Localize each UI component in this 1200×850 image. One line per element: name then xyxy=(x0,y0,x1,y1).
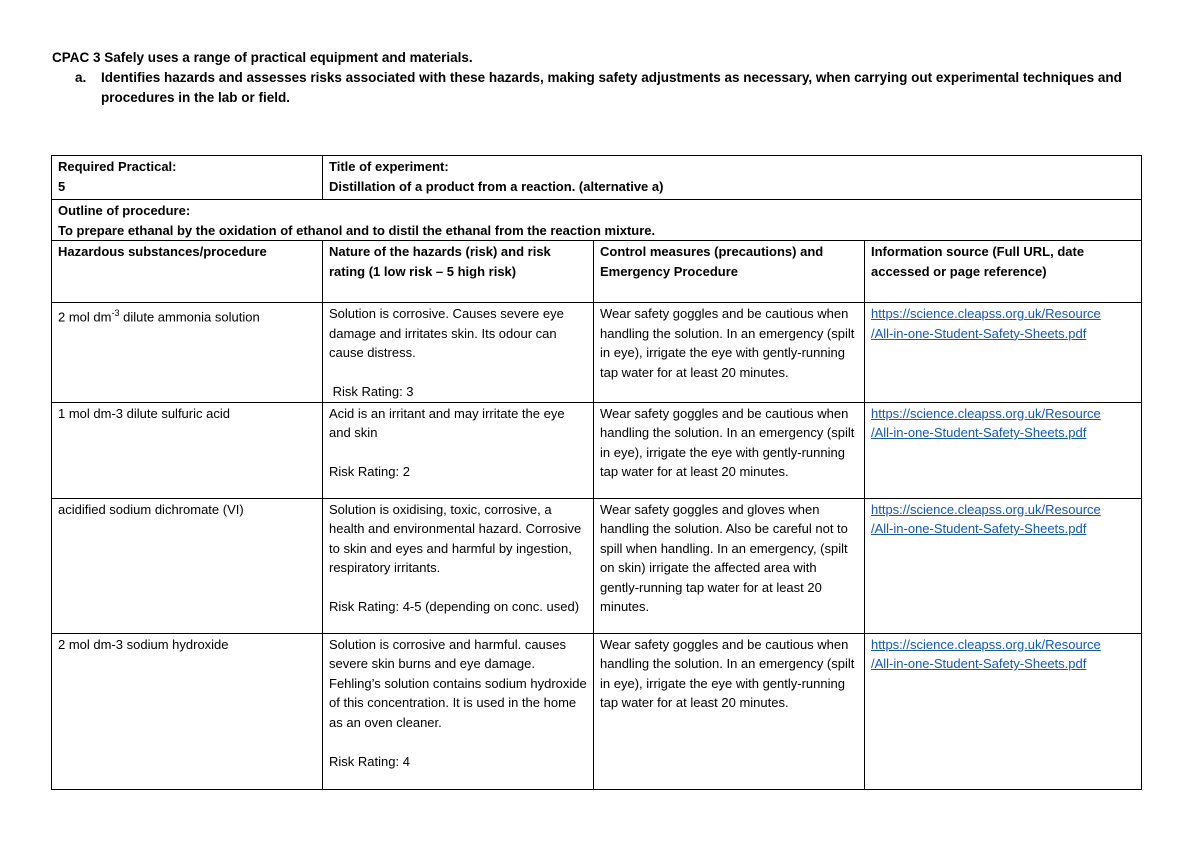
source-link[interactable]: https://science.cleapss.org.uk/Resource /All-in-one-Student-Safety-Sheets.pdf xyxy=(871,405,1101,440)
substance-cell xyxy=(52,303,323,403)
outline-row xyxy=(52,200,1142,241)
substance-suffix: dilute ammonia solution xyxy=(119,309,260,325)
risk-rating: Risk Rating: 3 xyxy=(329,384,414,399)
document-heading xyxy=(52,48,1152,108)
required-practical-value: 5 xyxy=(58,178,66,194)
header-row xyxy=(52,241,1142,303)
hazard-text: Solution is corrosive and harmful. causes severe skin burns and eye damage. Fehling’s solution contains sodium hydroxide of this concentration. It is used in the home as an oven cleaner. xyxy=(329,636,587,730)
risk-rating: Risk Rating: 4-5 (depending on conc. used) xyxy=(329,599,580,614)
experiment-title-label: Title of experiment: xyxy=(329,159,449,174)
source-link[interactable]: https://science.cleapss.org.uk/Resource /All-in-one-Student-Safety-Sheets.pdf xyxy=(871,501,1101,536)
hazard-cell xyxy=(323,498,594,633)
source-cell xyxy=(865,402,1142,498)
cpac-criterion xyxy=(75,68,1152,108)
substance-superscript: -3 xyxy=(111,308,120,318)
substance-cell: acidified sodium dichromate (VI) xyxy=(52,498,323,633)
hazard-cell xyxy=(323,402,594,498)
table-row xyxy=(52,402,1142,498)
required-practical-cell xyxy=(52,156,323,200)
substance-cell: 1 mol dm-3 dilute sulfuric acid xyxy=(52,402,323,498)
substance-prefix: 2 mol dm xyxy=(58,309,112,325)
header-hazard: Nature of the hazards (risk) and risk rating (1 low risk – 5 high risk) xyxy=(323,241,594,303)
experiment-title-cell xyxy=(323,156,1142,200)
header-source: Information source (Full URL, date accessed or page reference) xyxy=(865,241,1142,303)
control-cell: Wear safety goggles and be cautious when handling the solution. In an emergency (spilt in eye), irrigate the eye with gently-running tap water for at least 20 minutes. xyxy=(594,633,865,789)
hazard-text: Solution is oxidising, toxic, corrosive, a health and environmental hazard. Corrosive to skin and eyes and harmful by ingestion, respiratory irritants. xyxy=(329,501,582,575)
outline-cell xyxy=(52,200,1142,241)
substance-cell: 2 mol dm-3 sodium hydroxide xyxy=(52,633,323,789)
risk-assessment-table xyxy=(51,155,1142,790)
risk-rating: Risk Rating: 2 xyxy=(329,464,410,479)
hazard-cell xyxy=(323,303,594,403)
criterion-text: Identifies hazards and assesses risks associated with these hazards, making safety adjustments as necessary, when carrying out experimental techniques and procedures in the lab or field. xyxy=(101,70,1122,105)
control-cell: Wear safety goggles and be cautious when handling the solution. In an emergency (spilt in eye), irrigate the eye with gently-running tap water for at least 20 minutes. xyxy=(594,402,865,498)
table-row xyxy=(52,633,1142,789)
experiment-title-value: Distillation of a product from a reaction. (alternative a) xyxy=(329,178,664,194)
outline-label: Outline of procedure: xyxy=(58,203,191,218)
source-link[interactable]: https://science.cleapss.org.uk/Resource /All-in-one-Student-Safety-Sheets.pdf xyxy=(871,636,1101,671)
risk-rating: Risk Rating: 4 xyxy=(329,753,410,769)
outline-value: To prepare ethanal by the oxidation of ethanol and to distil the ethanal from the reaction mixture. xyxy=(58,222,656,238)
hazard-cell xyxy=(323,633,594,789)
required-practical-label: Required Practical: xyxy=(58,159,177,174)
control-cell: Wear safety goggles and gloves when handling the solution. Also be careful not to spill when handling. In an emergency, (spilt on skin) irrigate the affected area with gently-running tap water for at least 20 minutes. xyxy=(594,498,865,633)
practical-info-row xyxy=(52,156,1142,200)
hazard-text: Solution is corrosive. Causes severe eye damage and irritates skin. Its odour can cause distress. xyxy=(329,306,564,360)
source-link[interactable]: https://science.cleapss.org.uk/Resource /All-in-one-Student-Safety-Sheets.pdf xyxy=(871,306,1101,341)
cpac-title: CPAC 3 Safely uses a range of practical equipment and materials. xyxy=(52,50,473,65)
criterion-letter: a. xyxy=(75,70,87,85)
header-substance: Hazardous substances/procedure xyxy=(52,241,323,303)
table-row xyxy=(52,303,1142,403)
source-cell xyxy=(865,303,1142,403)
source-cell xyxy=(865,498,1142,633)
header-control: Control measures (precautions) and Emergency Procedure xyxy=(594,241,865,303)
control-cell: Wear safety goggles and be cautious when handling the solution. In an emergency (spilt in eye), irrigate the eye with gently-running tap water for at least 20 minutes. xyxy=(594,303,865,403)
table-row xyxy=(52,498,1142,633)
hazard-text: Acid is an irritant and may irritate the eye and skin xyxy=(329,405,565,440)
source-cell xyxy=(865,633,1142,789)
